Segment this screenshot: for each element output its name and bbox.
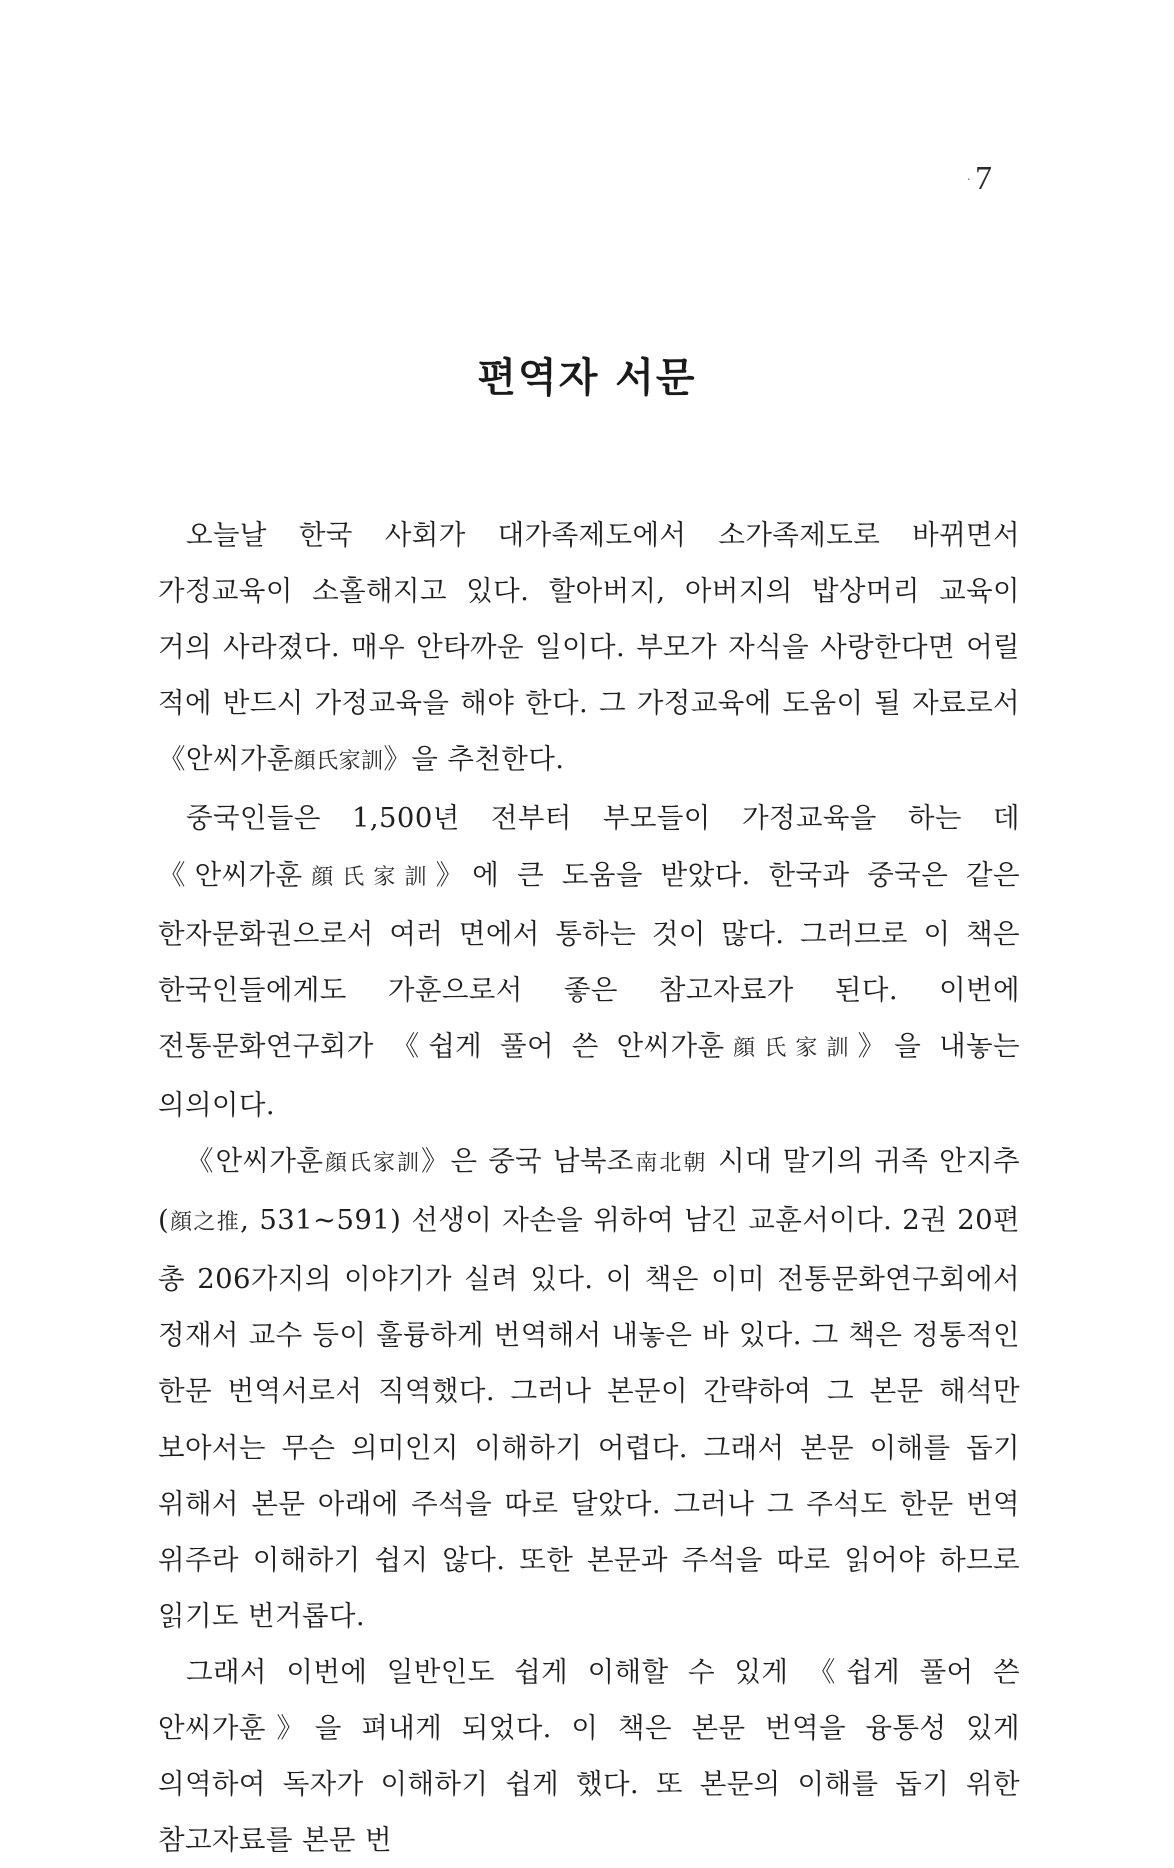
page-number-dot: · [966,173,971,189]
text-segment: 》을 내놓는 의의이다. [158,1029,1020,1121]
text-segment: 《안씨가훈 [186,1145,324,1178]
text-segment: 》에 큰 도움을 받았다. 한국과 중국은 같은 한자문화권으로서 여러 면에서 통하는 것이 많다. 그러므로 이 책은 한국인들에게도 가훈으로서 좋은 참고자료가 된다. 이번에 전통문화연구회가 《쉽게 풀어 쓴 안씨가훈 [158,858,1020,1062]
hanja-annotation: 顔氏家訓 [302,864,436,890]
body-text [158,507,1020,1868]
hanja-annotation: 顔氏家訓 [323,1151,421,1177]
page-number-value: 7 [975,160,992,197]
hanja-annotation: 南北朝 [633,1151,708,1177]
paragraph [158,1644,1020,1868]
paragraph [158,1133,1020,1644]
text-segment: , 531~591) 선생이 자손을 위하여 남긴 교훈서이다. 2권 20편 총 206가지의 이야기가 실려 있다. 이 책은 이미 전통문화연구회에서 정재서 교수 등이 훌륭하게 번역해서 내놓은 바 있다. 그 책은 정통적인 한문 번역서로서 직역했다. 그러나 본문이 간략하여 그 본문 해석만 보아서는 무슨 의미인지 이해하기 어렵다. 그래서 본문 이해를 돕기 위해서 본문 아래에 주석을 따로 달았다. 그러나 그 주석도 한문 번역 위주라 이해하기 쉽지 않다. 또한 본문과 주석을 따로 읽어야 하므로 읽기도 번거롭다. [158,1204,1021,1632]
text-segment: 시대 말기의 귀족 안지추( [158,1145,1020,1237]
text-segment: 그래서 이번에 일반인도 쉽게 이해할 수 있게 《쉽게 풀어 쓴 안씨가훈》을 펴내게 되었다. 이 책은 본문 번역을 융통성 있게 의역하여 독자가 이해하기 쉽게 했다. 또 본문의 이해를 돕기 위한 참고자료를 본문 번 [158,1655,1020,1857]
page-number [966,160,992,198]
text-segment: 》을 추천한다. [383,743,565,776]
paragraph [158,790,1020,1133]
hanja-annotation: 顔之推 [169,1210,241,1236]
text-segment: 》은 중국 남북조 [420,1145,634,1178]
hanja-annotation: 顔氏家訓 [724,1035,858,1061]
text-segment: 중국인들은 1,500년 전부터 부모들이 가정교육을 하는 데 《안씨가훈 [158,802,1020,891]
text-segment: 오늘날 한국 사회가 대가족제도에서 소가족제도로 바뀌면서 가정교육이 소홀해지고 있다. 할아버지, 아버지의 밥상머리 교육이 거의 사라졌다. 매우 안타까운 일이다. 부모가 자식을 사랑한다면 어릴 적에 반드시 가정교육을 해야 한다. 그 가정교육에 도움이 될 자료로서 《안씨가훈 [158,519,1020,776]
paragraph [158,507,1020,790]
hanja-annotation: 顔氏家訓 [293,749,384,775]
page-title: 편역자 서문 [477,355,697,401]
